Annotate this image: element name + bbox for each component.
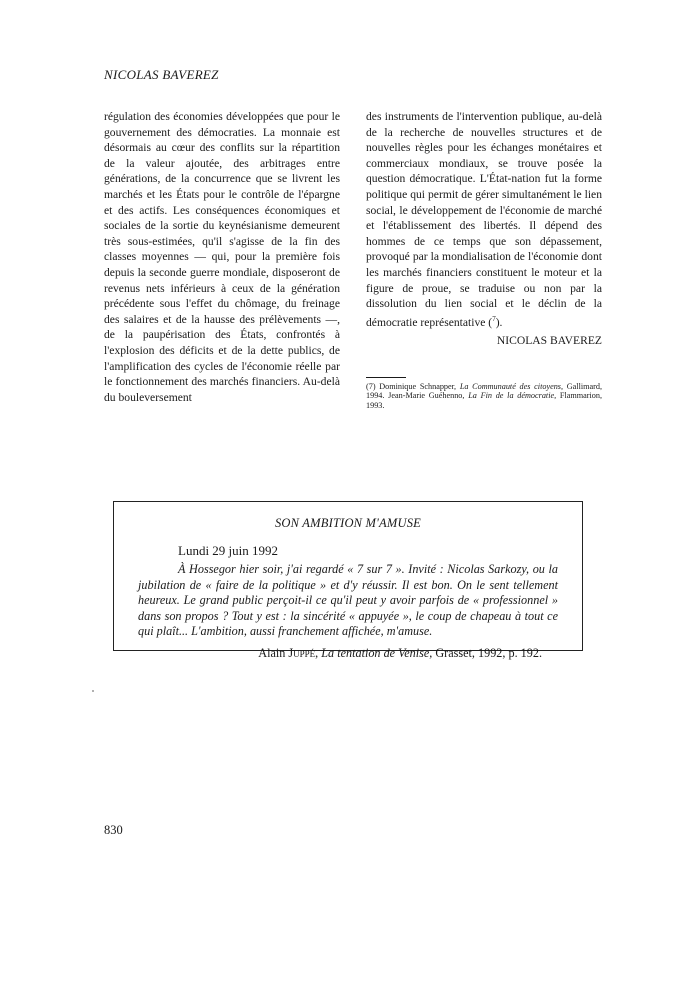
footnote-marker[interactable]: 7 — [492, 314, 496, 323]
right-paragraph-end: ). — [495, 315, 503, 329]
cite-first-name: Alain — [258, 645, 286, 660]
footnote-pub2: Flammarion, 1993. — [366, 391, 602, 410]
footnote-title2: La Fin de la démocratie, — [468, 391, 557, 401]
footnote-divider — [366, 377, 406, 378]
author-signature: NICOLAS BAVEREZ — [496, 334, 602, 348]
right-column-paragraph — [366, 109, 602, 330]
box-title: SON AMBITION M'AMUSE — [274, 516, 421, 530]
page-number: 830 — [104, 823, 123, 837]
cite-publisher: Grasset, 1992, p. 192. — [435, 645, 542, 660]
scan-speck — [92, 690, 94, 692]
footnote-title1: La Communauté des citoyens, — [459, 381, 564, 391]
footnote-pub1: Gallimard, 1994. Jean-Marie Guéhenno, — [366, 381, 603, 401]
box-citation — [138, 646, 542, 661]
quotation-box — [113, 501, 583, 660]
right-column — [366, 109, 602, 411]
footnote-number: (7) — [366, 381, 376, 391]
footnote — [366, 382, 602, 411]
running-header: NICOLAS BAVEREZ — [104, 67, 219, 82]
left-column — [104, 109, 340, 405]
left-column-paragraph: régulation des économies développées que pour le gouvernement des démocraties. La monnaie est désormais au cœur des conflits sur la répartition de la valeur ajoutée, des arbitrages entre générations, de la concurrence que se livrent les marchés et les États pour le contrôle de l'épargne et des actifs. Les conséquences économiques et sociales de la sortie du keynésianisme demeurent très sous-estimées, qu'il s'agisse de la fin des classes moyennes — qui, pour la première fois depuis la seconde guerre mondiale, disposeront de revenus nets inférieurs à ceux de la génération précédente sous l'effet du chômage, du freinage des salaires et de la hausse des prélèvements —, de la paupérisation des États, confrontés à l'explosion des déficits et de la dette publics, de l'amplification des cycles de l'économie réelle par le fonctionnement des marchés financiers. Au-delà du bouleversement — [104, 110, 340, 404]
right-paragraph-text: des instruments de l'intervention publique, au-delà de la recherche de nouvelles structures et de nouvelles règles pour les échanges monétaires et commerciaux mondiaux, se trouve posée la question démocratique. L'État-nation fut la forme politique qui permit de gérer simultanément le lien social, le développement de l'économie de marché et l'établissement des libertés. Il dépend des hommes de ce temps que son dépassement, provoqué par la mondialisation de l'économie dont les marchés financiers constituent le moteur et la figure de proue, se traduise ou non par la dissolution du lien social et le déclin de la démocratie représentative ( — [366, 110, 602, 329]
footnote-author1: Dominique Schnapper, — [379, 381, 457, 391]
box-date: Lundi 29 juin 1992 — [178, 543, 279, 558]
box-quote: À Hossegor hier soir, j'ai regardé « 7 sur 7 ». Invité : Nicolas Sarkozy, ou la jubilation de « faire de la politique » et d'y réussir. Il est bon. On le sent tellement heureux. Le grand public perçoit-il ce qu'il peut y avoir parfois de « professionnel » dans son propos ? Tout y est : la sincérité « appuyée », le coup de chapeau à tout ce qui plaît... L'ambition, aussi franchement affichée, m'amuse. — [138, 562, 558, 639]
cite-last-name: Juppé, — [288, 645, 319, 660]
cite-title: La tentation de Venise, — [321, 645, 433, 660]
